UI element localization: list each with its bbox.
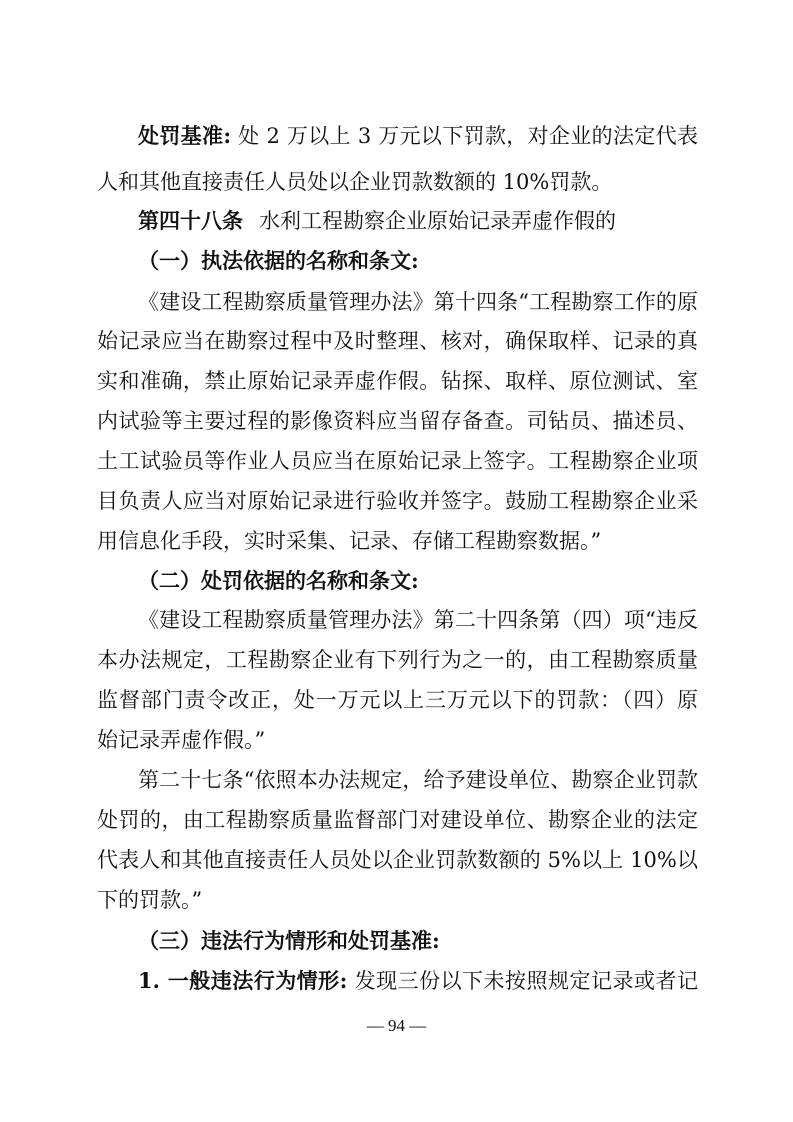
paragraph-line: 1. 一般违法行为情形: 发现三份以下未按照规定记录或者记: [138, 968, 698, 993]
page-number: — 94 —: [366, 1016, 427, 1035]
paragraph-line: 第二十七条“依照本办法规定，给予建设单位、勘察企业罚款: [138, 768, 698, 792]
article-heading: 第四十八条 水利工程勘察企业原始记录弄虚作假的: [138, 208, 616, 233]
paragraph-line: 土工试验员等作业人员应当在原始记录上签字。工程勘察企业项: [97, 449, 698, 473]
paragraph-line: 目负责人应当对原始记录进行验收并签字。鼓励工程勘察企业采: [97, 489, 698, 513]
paragraph-line: 始记录应当在勘察过程中及时整理、核对，确保取样、记录的真: [97, 329, 698, 353]
paragraph-line: 处罚基准: 处 2 万以上 3 万元以下罚款，对企业的法定代表: [138, 123, 698, 148]
paragraph-line: 内试验等主要过程的影像资料应当留存备查。司钻员、描述员、: [97, 409, 698, 433]
paragraph-line: 代表人和其他直接责任人员处以企业罚款数额的 5%以上 10%以: [97, 848, 698, 872]
section-heading: （三）违法行为情形和处罚基准:: [138, 928, 440, 953]
paragraph-line: 本办法规定，工程勘察企业有下列行为之一的，由工程勘察质量: [97, 648, 698, 672]
violation-type-label: 1. 一般违法行为情形:: [138, 968, 348, 993]
section-heading: （一）执法依据的名称和条文:: [138, 248, 419, 273]
paragraph-line: 《建设工程勘察质量管理办法》第二十四条第（四）项“违反: [138, 608, 698, 632]
paragraph-line: 用信息化手段，实时采集、记录、存储工程勘察数据。”: [97, 529, 602, 553]
paragraph-line: 始记录弄虚作假。”: [97, 728, 266, 752]
paragraph-line: 监督部门责令改正，处一万元以上三万元以下的罚款：（四）原: [97, 688, 698, 712]
paragraph-line: 人和其他直接责任人员处以企业罚款数额的 10%罚款。: [97, 170, 613, 194]
paragraph-line: 处罚的，由工程勘察质量监督部门对建设单位、勘察企业的法定: [97, 808, 698, 832]
paragraph-line: 实和准确，禁止原始记录弄虚作假。钻探、取样、原位测试、室: [97, 369, 698, 393]
penalty-standard-label: 处罚基准:: [138, 123, 232, 148]
paragraph-line: 下的罚款。”: [97, 888, 203, 912]
paragraph-line: 《建设工程勘察质量管理办法》第十四条“工程勘察工作的原: [138, 290, 698, 314]
section-heading: （二）处罚依据的名称和条文:: [138, 568, 419, 593]
